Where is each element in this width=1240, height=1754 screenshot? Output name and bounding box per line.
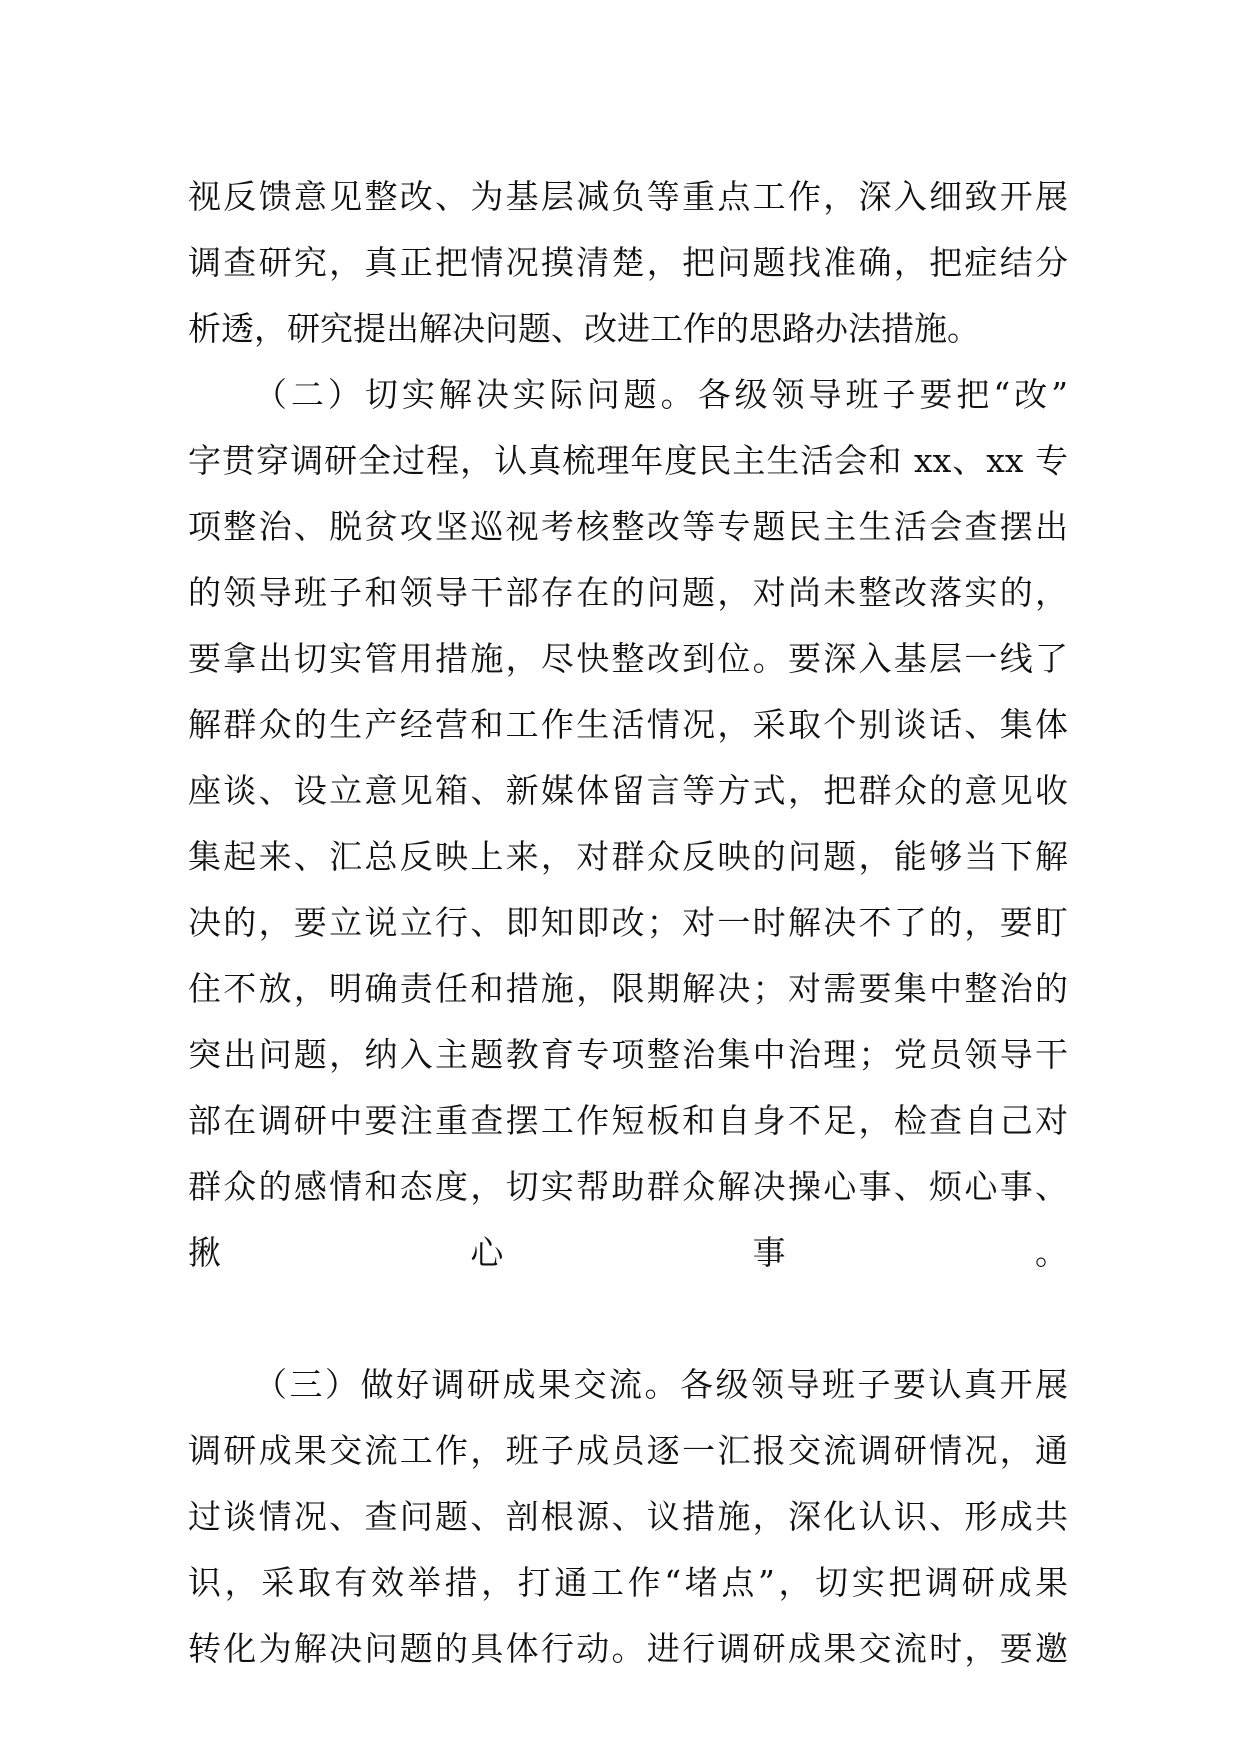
text-line: 住不放，明确责任和措施，限期解决；对需要集中整治的 [188, 969, 1068, 1008]
text-line: 项整治、脱贫攻坚巡视考核整改等专题民主生活会查摆出 [188, 507, 1068, 546]
text-line: 群众的感情和态度，切实帮助群众解决操心事、烦心事、 [188, 1167, 1068, 1206]
text-line: 调研成果交流工作，班子成员逐一汇报交流调研情况，通 [188, 1431, 1068, 1470]
text-line: 揪心事。 [188, 1233, 1068, 1272]
paragraph-heading-line: （三）做好调研成果交流。各级领导班子要认真开展 [254, 1365, 1068, 1404]
text-line: 的领导班子和领导干部存在的问题，对尚未整改落实的， [188, 573, 1068, 612]
text-line: 字贯穿调研全过程，认真梳理年度民主生活会和 xx、xx 专 [188, 441, 1068, 480]
text-line: 决的，要立说立行、即知即改；对一时解决不了的，要盯 [188, 903, 1068, 942]
text-line: 解群众的生产经营和工作生活情况，采取个别谈话、集体 [188, 705, 1068, 744]
text-line: 突出问题，纳入主题教育专项整治集中治理；党员领导干 [188, 1035, 1068, 1074]
text-line: 要拿出切实管用措施，尽快整改到位。要深入基层一线了 [188, 639, 1068, 678]
text-line: 转化为解决问题的具体行动。进行调研成果交流时，要邀 [188, 1629, 1068, 1668]
text-line: 调查研究，真正把情况摸清楚，把问题找准确，把症结分 [188, 243, 1068, 282]
text-line: 视反馈意见整改、为基层减负等重点工作，深入细致开展 [188, 177, 1068, 216]
text-line: 识，采取有效举措，打通工作“堵点”，切实把调研成果 [188, 1563, 1068, 1602]
text-line: 部在调研中要注重查摆工作短板和自身不足，检查自己对 [188, 1101, 1068, 1140]
text-line: 集起来、汇总反映上来，对群众反映的问题，能够当下解 [188, 837, 1068, 876]
text-line [188, 1286, 1068, 1352]
text-line: 析透，研究提出解决问题、改进工作的思路办法措施。 [188, 309, 980, 348]
body-text [188, 164, 1068, 1682]
text-line: 座谈、设立意见箱、新媒体留言等方式，把群众的意见收 [188, 771, 1068, 810]
paragraph-heading-line: （二）切实解决实际问题。各级领导班子要把“改” [254, 375, 1068, 414]
text-line: 过谈情况、查问题、剖根源、议措施，深化认识、形成共 [188, 1497, 1068, 1536]
